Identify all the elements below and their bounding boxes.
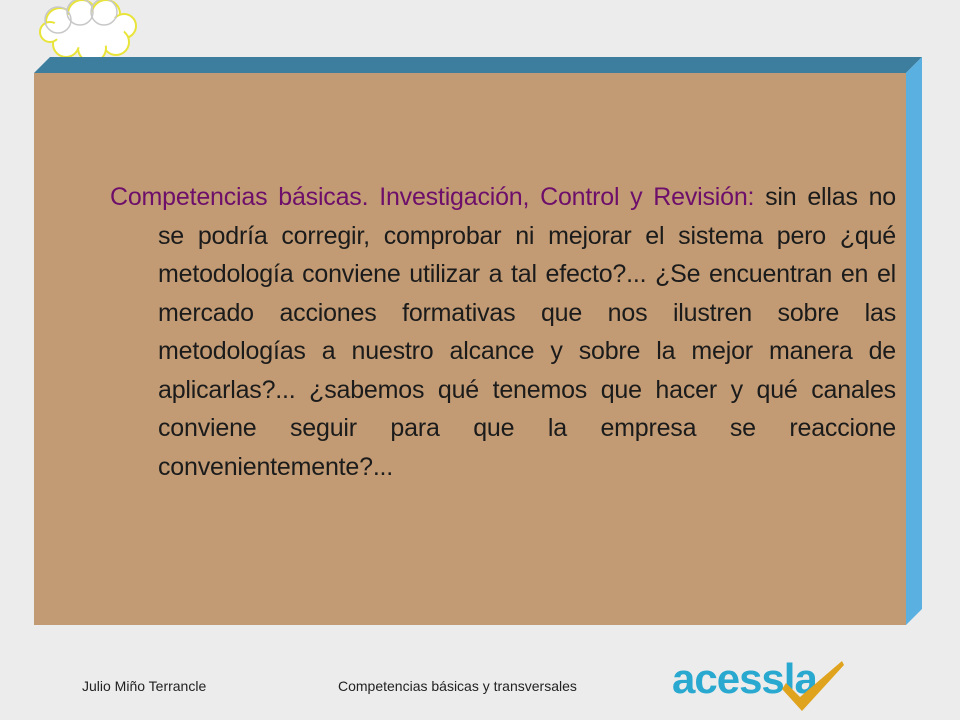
footer-author: Julio Miño Terrancle [82,678,207,694]
logo-text: acessla [672,655,817,702]
box-side-edge [906,57,922,625]
check-mark-icon [778,657,848,715]
box-top-edge [34,57,922,73]
acessla-logo [668,655,848,717]
slide-body-text [110,178,896,486]
footer-title: Competencias básicas y transversales [338,678,577,694]
slide-title-highlight: Competencias básicas. Investigación, Control y Revisión: [110,183,755,211]
slide-body: sin ellas no se podría corregir, comprobar ni mejorar el sistema pero ¿qué metodología conviene utilizar a tal efecto?... ¿Se encuentran en el mercado acciones formativas que nos ilustren sobre las metodologías a nuestro alcance y sobre la mejor manera de aplicarlas?... ¿sabemos qué tenemos que hacer y qué canales conviene seguir para que la empresa se reaccione convenientemente?... [158,183,896,481]
